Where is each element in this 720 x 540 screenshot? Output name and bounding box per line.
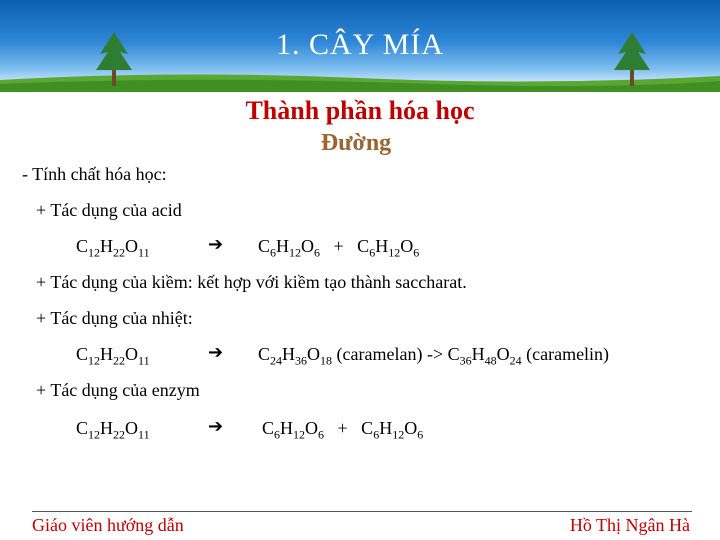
section-label: - Tính chất hóa học: [22, 164, 167, 184]
arrow-icon: ➔ [208, 234, 224, 255]
item-acid: + Tác dụng của acid [36, 200, 182, 220]
formula-product-nhiet: $C_{24}H_{36}O_{18}$ (caramelan) -> $C_{36}H_{48}O_{24}$ (caramelin) [258, 344, 610, 368]
sub-heading: Đường [320, 130, 392, 156]
item-nhiet: + Tác dụng của nhiệt: [36, 308, 193, 328]
formula-product-acid: $C_6H_{12}O_6$ + $C_6H_{12}O_6$ [258, 236, 420, 260]
item-enzym: + Tác dụng của enzym [36, 380, 200, 400]
arrow-icon: ➔ [208, 342, 224, 363]
formula-product-enzym: $C_6H_{12}O_6$ + $C_6H_{12}O_6$ [262, 418, 424, 442]
footer-instructor: Giáo viên hướng dẫn [32, 515, 184, 535]
page-title: 1. CÂY MÍA [275, 28, 445, 61]
formula-reactant-enzym: $C_{12}H_{22}O_{11}$ [76, 418, 150, 442]
footer-author: Hồ Thị Ngân Hà [569, 515, 690, 535]
formula-reactant-acid: $C_{12}H_{22}O_{11}$ [76, 236, 150, 260]
header-banner [0, 0, 720, 92]
footer-divider [32, 511, 692, 512]
item-kiem: + Tác dụng của kiềm: kết hợp với kiềm tạo thành saccharat. [36, 272, 467, 292]
arrow-icon: ➔ [208, 416, 224, 437]
formula-reactant-nhiet: $C_{12}H_{22}O_{11}$ [76, 344, 150, 368]
section-heading: Thành phần hóa học [245, 96, 475, 125]
